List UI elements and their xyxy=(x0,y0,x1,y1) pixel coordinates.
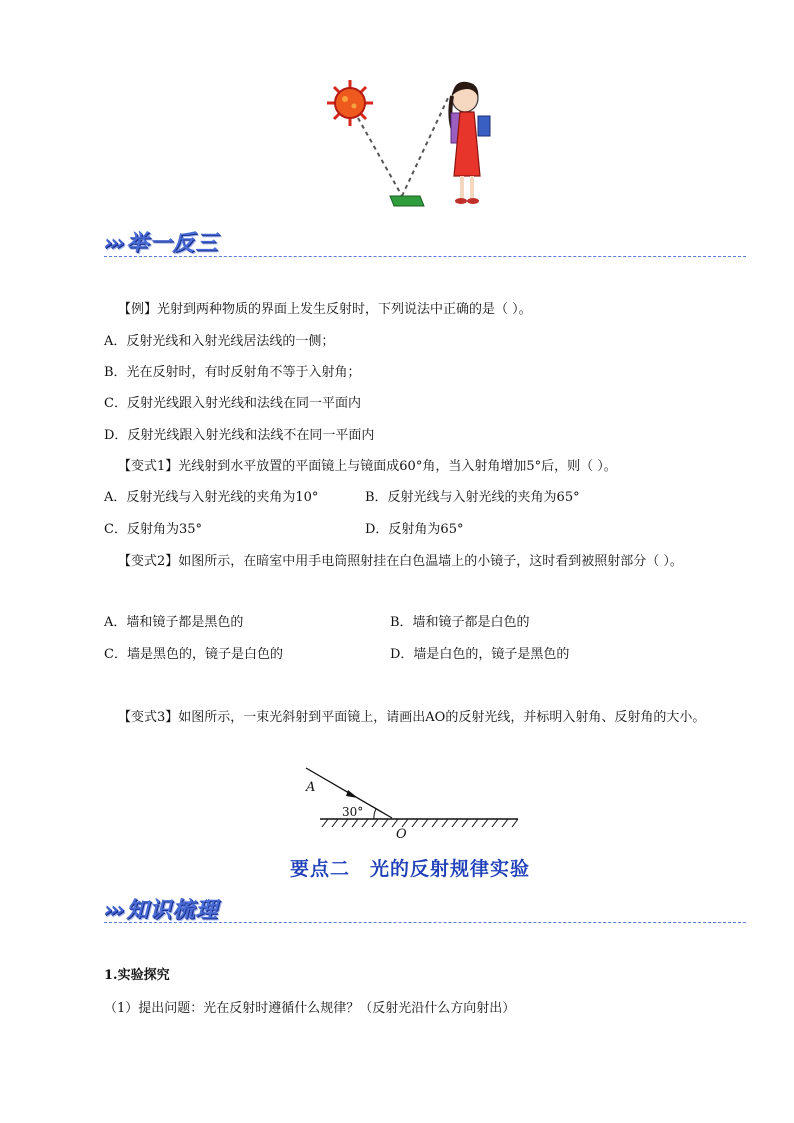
mirror-hatching xyxy=(322,819,518,827)
experiment-item-1: （1）提出问题：光在反射时遵循什么规律？（反射光沿什么方向射出） xyxy=(104,1001,516,1016)
sun-icon xyxy=(327,80,373,126)
illustration-sun-book-girl xyxy=(320,78,500,218)
example-option-b: B．光在反射时，有时反射角不等于入射角； xyxy=(104,365,361,380)
variant1-option-d: D．反射角为65° xyxy=(365,522,464,537)
label-o: O xyxy=(396,827,407,842)
variant2-option-c: C．墙是黑色的，镜子是白色的 xyxy=(104,647,283,662)
label-a: A xyxy=(306,780,316,795)
book-icon xyxy=(390,196,424,206)
example-option-a: A．反射光线和入射光线居法线的一侧； xyxy=(104,334,335,349)
variant2-option-d: D．墙是白色的，镜子是黑色的 xyxy=(390,647,570,662)
light-ray-path xyxy=(358,98,448,196)
variant2-option-b: B．墙和镜子都是白色的 xyxy=(390,615,530,630)
banner-title: 知识梳理 xyxy=(126,898,219,923)
example-option-d: D．反射光线跟入射光线和法线不在同一平面内 xyxy=(104,428,375,443)
section2-title: 要点二 光的反射规律实验 xyxy=(290,858,531,880)
variant3-question: 【变式3】如图所示，一束光斜射到平面镜上，请画出AO的反射光线，并标明入射角、反射角的大小。 xyxy=(118,710,706,725)
girl-figure xyxy=(450,82,490,204)
variant1-option-b: B．反射光线与入射光线的夹角为65° xyxy=(365,490,580,505)
angle-label: 30° xyxy=(342,805,364,819)
ray-arrow-icon xyxy=(346,790,358,798)
variant2-question: 【变式2】如图所示，在暗室中用手电筒照射挂在白色温墙上的小镜子，这时看到被照射部分（ ）。 xyxy=(118,554,683,569)
section-banner-knowledge xyxy=(104,893,218,924)
mirror-diagram xyxy=(300,762,525,842)
variant1-option-c: C．反射角为35° xyxy=(104,522,202,537)
example-question: 【例】光射到两种物质的界面上发生反射时，下列说法中正确的是（ ）。 xyxy=(118,302,532,317)
variant2-option-a: A．墙和镜子都是黑色的 xyxy=(104,615,244,630)
experiment-heading: 1.实验探究 xyxy=(104,968,170,983)
chevrons-icon: ››› xyxy=(104,231,123,256)
example-option-c: C．反射光线跟入射光线和法线在同一平面内 xyxy=(104,396,361,411)
banner-divider xyxy=(104,256,746,257)
chevrons-icon: ››› xyxy=(104,898,123,923)
banner-divider xyxy=(104,922,746,923)
banner-title: 举一反三 xyxy=(126,231,219,256)
variant1-question: 【变式1】光线射到水平放置的平面镜上与镜面成60°角，当入射角增加5°后，则（ ）。 xyxy=(118,459,617,474)
variant1-option-a: A．反射光线与入射光线的夹角为10° xyxy=(104,490,319,505)
section-banner-practice xyxy=(104,226,218,257)
angle-arc xyxy=(374,809,376,819)
